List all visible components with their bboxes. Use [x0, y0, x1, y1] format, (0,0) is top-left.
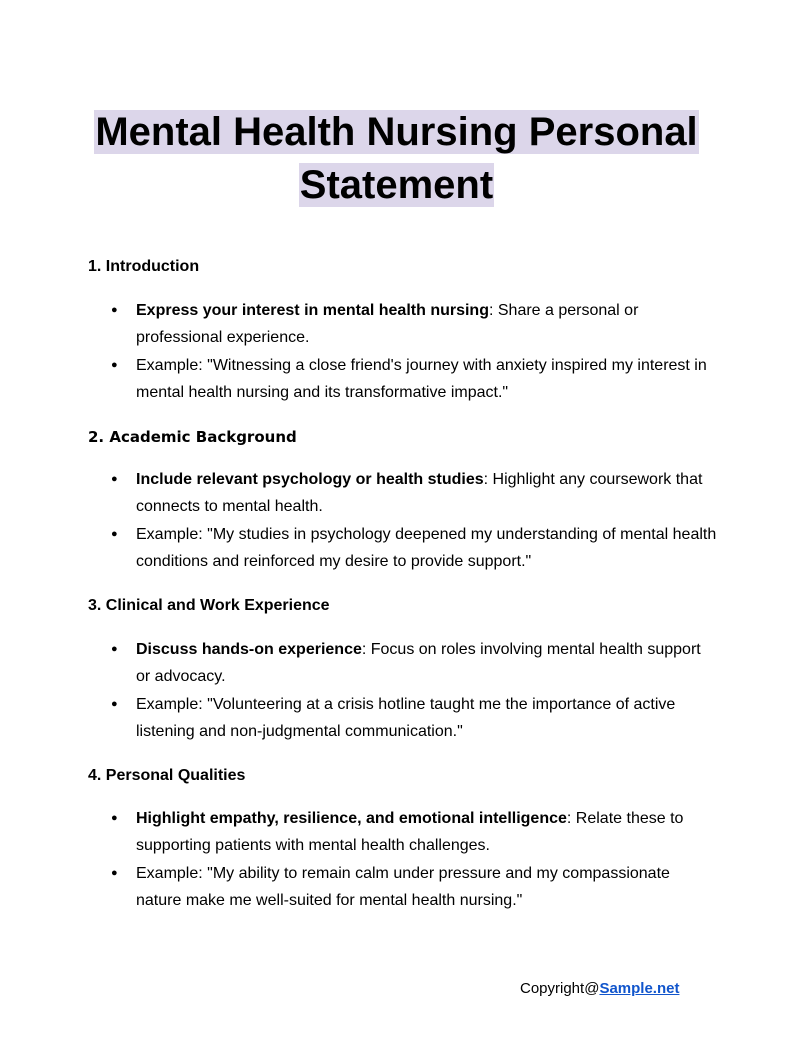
section-list-personal-qualities	[88, 805, 718, 914]
item-text: : Share a personal or professional experience.	[136, 302, 639, 347]
section-heading-introduction: 1. Introduction	[88, 258, 200, 275]
section-heading-personal-qualities: 4. Personal Qualities	[88, 767, 246, 784]
list-item	[88, 297, 718, 352]
copyright-footer	[520, 980, 679, 997]
sample-net-link[interactable]: Sample.net	[599, 980, 680, 997]
item-lead: Include relevant psychology or health studies	[136, 471, 484, 488]
title-line-1: Mental Health Nursing Personal	[95, 110, 698, 154]
copyright-prefix: Copyright@	[520, 980, 600, 997]
item-lead: Discuss hands-on experience	[136, 641, 362, 658]
section-heading-clinical-experience: 3. Clinical and Work Experience	[88, 597, 330, 614]
section-list-academic-background	[88, 466, 718, 575]
item-text: Example: "My ability to remain calm under pressure and my compassionate nature make me well-suited for mental health nursing."	[136, 864, 670, 909]
item-text: : Relate these to supporting patients with mental health challenges.	[136, 810, 684, 855]
list-item	[88, 466, 718, 521]
list-item	[88, 691, 718, 746]
section-list-clinical-experience	[88, 636, 718, 745]
item-text: : Focus on roles involving mental health support or advocacy.	[136, 641, 701, 686]
section-list-introduction	[88, 297, 718, 406]
item-text: Example: "Witnessing a close friend's journey with anxiety inspired my interest in mental health nursing and its transformative impact."	[136, 356, 707, 401]
page-title	[0, 106, 793, 212]
list-item	[88, 860, 718, 915]
list-item	[88, 636, 718, 691]
title-line-2: Statement	[299, 163, 494, 207]
section-heading-academic-background: 2. Academic Background	[88, 428, 297, 446]
item-text: Example: "My studies in psychology deepened my understanding of mental health conditions and reinforced my desire to provide support."	[136, 525, 717, 570]
item-text: Example: "Volunteering at a crisis hotline taught me the importance of active listening and non-judgmental communication."	[136, 695, 676, 740]
list-item	[88, 521, 718, 576]
item-lead: Highlight empathy, resilience, and emotional intelligence	[136, 810, 567, 827]
item-text: : Highlight any coursework that connects to mental health.	[136, 471, 703, 516]
list-item	[88, 352, 718, 407]
item-lead: Express your interest in mental health nursing	[136, 302, 489, 319]
list-item	[88, 805, 718, 860]
